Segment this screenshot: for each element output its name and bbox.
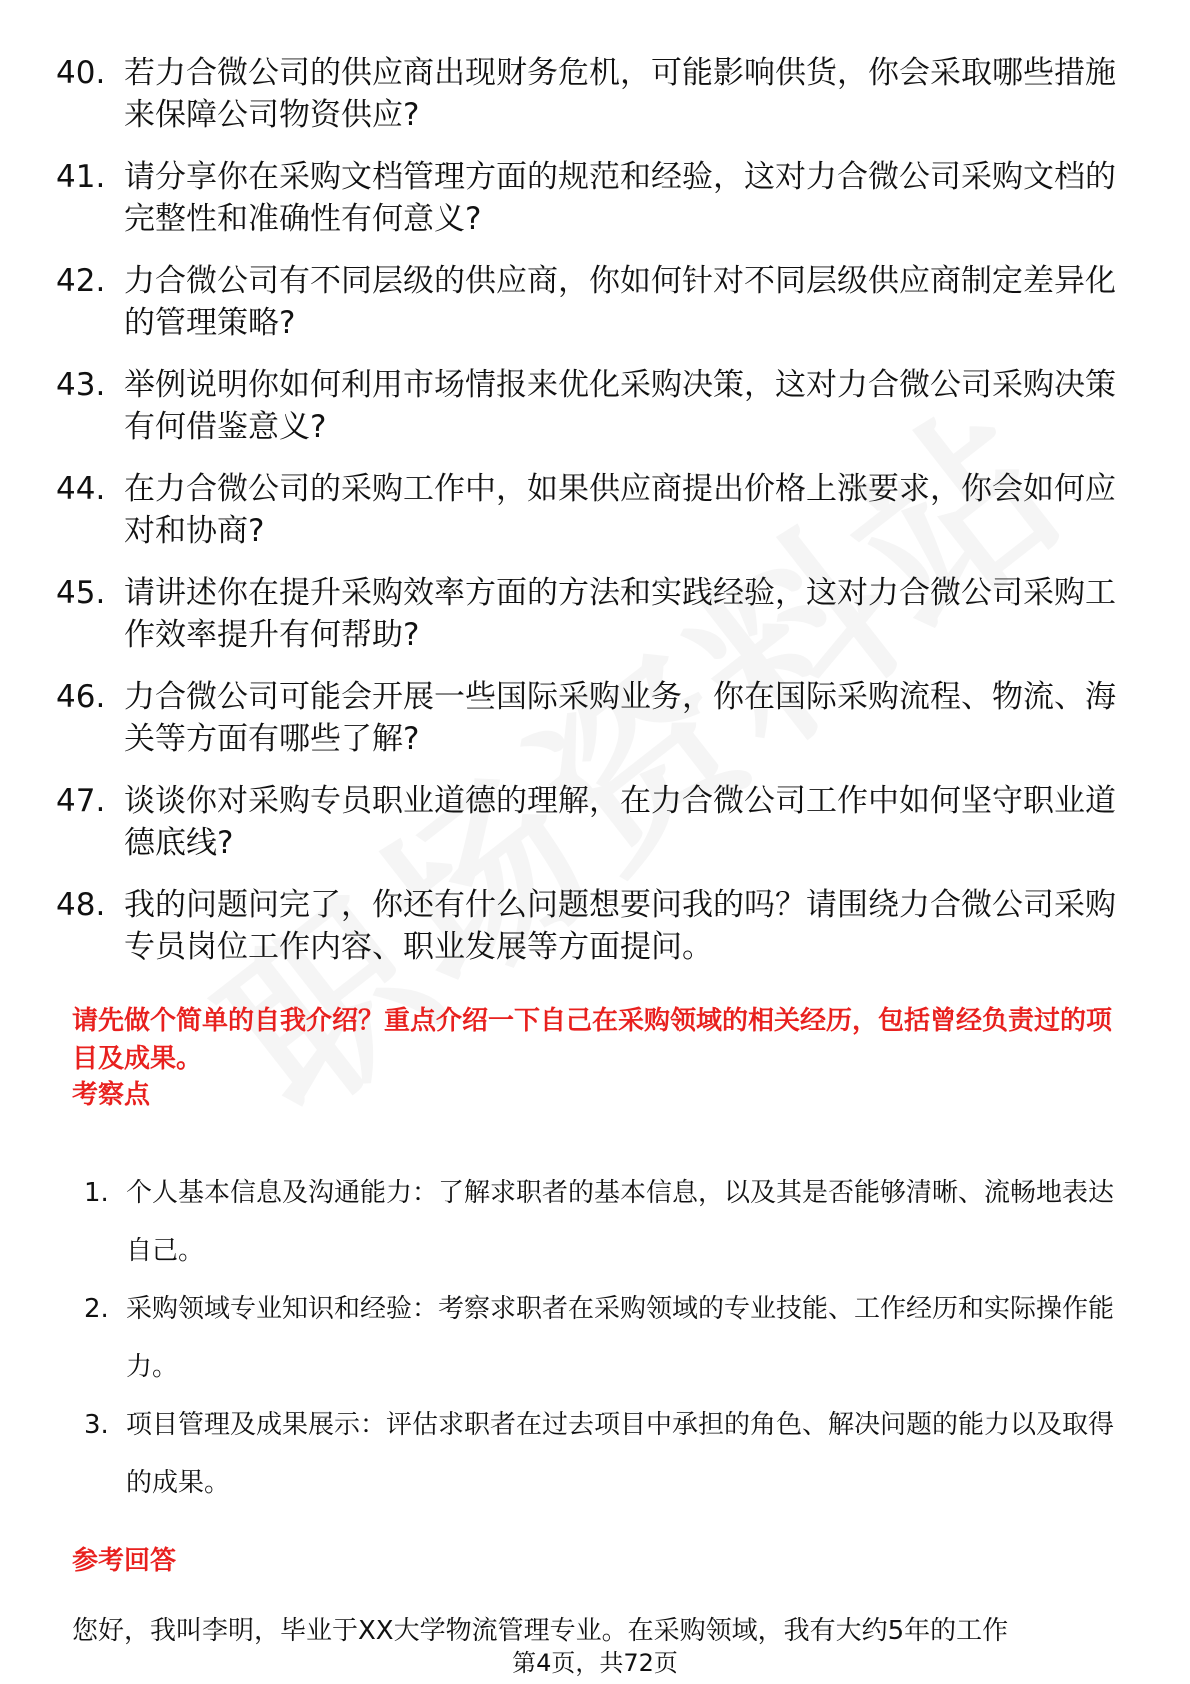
question-text: 力合微公司有不同层级的供应商，你如何针对不同层级供应商制定差异化的管理策略? bbox=[124, 263, 1116, 341]
question-item bbox=[56, 884, 1116, 968]
question-text: 举例说明你如何利用市场情报来优化采购决策，这对力合微公司采购决策有何借鉴意义? bbox=[124, 367, 1116, 445]
question-item bbox=[56, 52, 1116, 136]
question-text: 若力合微公司的供应商出现财务危机，可能影响供货，你会采取哪些措施来保障公司物资供应? bbox=[124, 55, 1116, 133]
question-text: 力合微公司可能会开展一些国际采购业务，你在国际采购流程、物流、海关等方面有哪些了解? bbox=[124, 679, 1116, 757]
question-text: 谈谈你对采购专员职业道德的理解，在力合微公司工作中如何坚守职业道德底线? bbox=[124, 783, 1116, 861]
question-number: 43. bbox=[56, 367, 106, 403]
question-number: 40. bbox=[56, 55, 106, 91]
question-text: 请分享你在采购文档管理方面的规范和经验，这对力合微公司采购文档的完整性和准确性有何意义? bbox=[124, 159, 1116, 237]
point-number: 1. bbox=[84, 1178, 109, 1208]
point-text: 采购领域专业知识和经验：考察求职者在采购领域的专业技能、工作经历和实际操作能力。 bbox=[126, 1294, 1115, 1382]
question-number: 45. bbox=[56, 575, 106, 611]
point-item bbox=[84, 1280, 1124, 1396]
points-list bbox=[84, 1164, 1124, 1512]
point-item bbox=[84, 1396, 1124, 1512]
point-number: 3. bbox=[84, 1410, 109, 1440]
question-number: 44. bbox=[56, 471, 106, 507]
question-text: 请讲述你在提升采购效率方面的方法和实践经验，这对力合微公司采购工作效率提升有何帮助? bbox=[124, 575, 1116, 653]
question-number: 42. bbox=[56, 263, 106, 299]
point-text: 个人基本信息及沟通能力：了解求职者的基本信息，以及其是否能够清晰、流畅地表达自己。 bbox=[126, 1178, 1115, 1266]
page-number: 第4页，共72页 bbox=[0, 1648, 1190, 1678]
question-number: 48. bbox=[56, 887, 106, 923]
question-number: 41. bbox=[56, 159, 106, 195]
answer-text: 您好，我叫李明，毕业于XX大学物流管理专业。在采购领域，我有大约5年的工作 bbox=[72, 1616, 1009, 1646]
question-item bbox=[56, 468, 1116, 552]
question-list bbox=[56, 52, 1116, 988]
question-item bbox=[56, 676, 1116, 760]
question-item bbox=[56, 780, 1116, 864]
question-text: 在力合微公司的采购工作中，如果供应商提出价格上涨要求，你会如何应对和协商? bbox=[124, 471, 1116, 549]
point-number: 2. bbox=[84, 1294, 109, 1324]
question-item bbox=[56, 156, 1116, 240]
points-label: 考察点 bbox=[72, 1080, 151, 1110]
question-item bbox=[56, 260, 1116, 344]
point-text: 项目管理及成果展示：评估求职者在过去项目中承担的角色、解决问题的能力以及取得的成果。 bbox=[126, 1410, 1115, 1498]
question-number: 46. bbox=[56, 679, 106, 715]
question-number: 47. bbox=[56, 783, 106, 819]
question-item bbox=[56, 364, 1116, 448]
interview-question-heading: 请先做个简单的自我介绍？重点介绍一下自己在采购领域的相关经历，包括曾经负责过的项目及成果。 bbox=[72, 1006, 1113, 1074]
question-text: 我的问题问完了，你还有什么问题想要问我的吗？请围绕力合微公司采购专员岗位工作内容、职业发展等方面提问。 bbox=[124, 887, 1116, 965]
point-item bbox=[84, 1164, 1124, 1280]
question-item bbox=[56, 572, 1116, 656]
answer-label: 参考回答 bbox=[72, 1546, 177, 1576]
